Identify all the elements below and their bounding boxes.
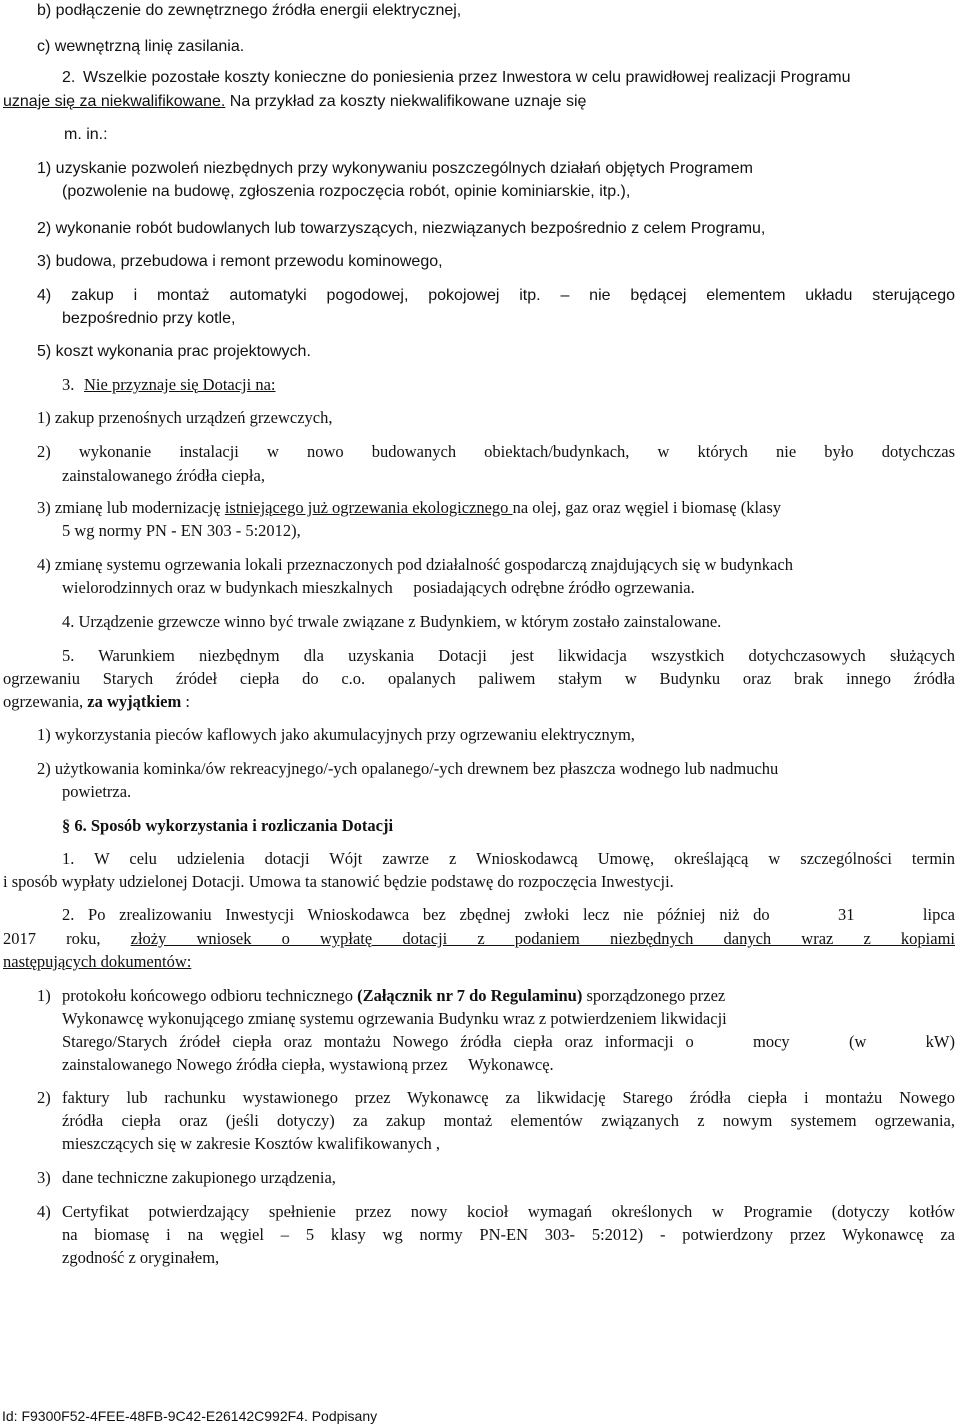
doc-item-1-line-1 xyxy=(62,985,725,1007)
underlined-text: uznaje się za niekwalifikowane. xyxy=(3,93,226,110)
section-6-paragraph-2-line-1: 2. Po zrealizowaniu Inwestycji Wnioskodawca bez zbędnej zwłoki lecz nie później niż do 31 lipca xyxy=(62,905,955,924)
list-item-b: b) podłączenie do zewnętrznego źródła energii elektrycznej, xyxy=(37,2,462,19)
excluded-cost-item-4: 4) zakup i montaż automatyki pogodowej, pokojowej itp. – nie będącej elementem układu sterującego xyxy=(37,287,955,304)
signature-footer: Id: F9300F52-4FEE-48FB-9C42-E26142C992F4. Podpisany xyxy=(2,1408,378,1424)
section-6-paragraph-2-line-3: następujących dokumentów: xyxy=(3,952,192,971)
excluded-cost-item-1-cont: (pozwolenie na budowę, zgłoszenia rozpoczęcia robót, opinie kominiarskie, itp.), xyxy=(62,183,631,200)
excluded-cost-item-5: 5) koszt wykonania prac projektowych. xyxy=(37,343,311,360)
s2-year: 2017 roku, xyxy=(3,929,131,948)
doc-item-2-line-2: źródła ciepła oraz (jeśli dotyczy) za zakup montaż elementów związanych z nowym systemem ogrzewania, xyxy=(62,1111,955,1130)
excluded-cost-item-3: 3) budowa, przebudowa i remont przewodu kominowego, xyxy=(37,253,443,270)
section-heading-text: § 6. Sposób wykorzystania i rozliczania Dotacji xyxy=(62,816,394,835)
section-6-paragraph-2-line-2 xyxy=(3,928,955,950)
item-3-underlined: istniejącego już ogrzewania ekologicznego xyxy=(224,498,513,517)
mi-label: m. in.: xyxy=(64,126,108,143)
excluded-cost-item-4-cont: bezpośrednio przy kotle, xyxy=(62,310,236,327)
paragraph-2-line-2 xyxy=(3,91,586,113)
doc-item-1-line-2: Wykonawcę wykonującego zmianę systemu ogrzewania Budynku wraz z potwierdzeniem likwidacji xyxy=(62,1009,727,1028)
no-subsidy-item-3-cont: 5 wg normy PN - EN 303 - 5:2012), xyxy=(62,521,301,540)
paragraph-2-line-1: Wszelkie pozostałe koszty konieczne do poniesienia przez Inwestora w celu prawidłowej realizacji Programu xyxy=(83,69,851,86)
doc-item-3-number: 3) xyxy=(37,1168,51,1187)
item-3-part-1: 3) zmianę lub modernizację xyxy=(37,498,225,517)
doc-item-3-line-1: dane techniczne zakupionego urządzenia, xyxy=(62,1168,336,1187)
list-item-c: c) wewnętrzną linię zasilania. xyxy=(37,38,245,55)
excluded-cost-item-2: 2) wykonanie robót budowlanych lub towarzyszących, niezwiązanych bezpośrednio z celem Programu, xyxy=(37,220,766,237)
doc-item-4-line-1: Certyfikat potwierdzający spełnienie przez nowy kocioł wymagań określonych w Programie (dotyczy kotłów xyxy=(62,1202,955,1221)
doc-item-2-line-3: mieszczących się w zakresie Kosztów kwalifikowanych , xyxy=(62,1134,440,1153)
paragraph-3-heading: Nie przyznaje się Dotacji na: xyxy=(84,375,276,394)
doc-item-1-number: 1) xyxy=(37,986,51,1005)
no-subsidy-item-2-cont: zainstalowanego źródła ciepła, xyxy=(62,466,265,485)
paragraph-5-line-3 xyxy=(3,691,190,713)
p5-bold: za wyjątkiem xyxy=(87,692,182,711)
p5-colon: : xyxy=(181,692,190,711)
paragraph-number-3: 3. xyxy=(62,375,75,394)
excluded-cost-item-1: 1) uzyskanie pozwoleń niezbędnych przy wykonywaniu poszczególnych działań objętych Programem xyxy=(37,160,753,177)
no-subsidy-item-4: 4) zmianę systemu ogrzewania lokali przeznaczonych pod działalność gospodarczą znajdujących się w budynkach xyxy=(37,555,793,574)
d1-rest: sporządzonego przez xyxy=(582,986,726,1005)
paragraph-5-line-2: ogrzewaniu Starych źródeł ciepła do c.o. opalanych paliwem stałym w Budynku oraz brak innego źródła xyxy=(3,669,955,688)
exception-item-2-cont: powietrza. xyxy=(62,782,132,801)
d1-text: protokołu końcowego odbioru technicznego xyxy=(62,986,358,1005)
doc-item-4-line-3: zgodność z oryginałem, xyxy=(62,1248,220,1267)
paragraph-number-2: 2. xyxy=(62,69,76,86)
no-subsidy-item-2: 2) wykonanie instalacji w nowo budowanych obiektach/budynkach, w których nie było dotychczas xyxy=(37,442,955,461)
paragraph-2-line-2-rest: Na przykład za koszty niekwalifikowane uznaje się xyxy=(225,93,587,110)
doc-item-2-line-1: faktury lub rachunku wystawionego przez Wykonawcę za likwidację Starego źródła ciepła i montażu Nowego xyxy=(62,1088,955,1107)
paragraph-4: 4. Urządzenie grzewcze winno być trwale związane z Budynkiem, w którym zostało zainstalowane. xyxy=(62,612,722,631)
s2-underlined: złoży wniosek o wypłatę dotacji z podaniem niezbędnych danych wraz z kopiami xyxy=(130,929,955,948)
doc-item-2-number: 2) xyxy=(37,1088,51,1107)
item-3-part-3: na olej, gaz oraz węgiel i biomasę (klasy xyxy=(512,498,782,517)
doc-item-1-line-4: zainstalowanego Nowego źródła ciepła, wystawioną przez Wykonawcę. xyxy=(62,1055,554,1074)
section-6-heading xyxy=(62,815,393,837)
no-subsidy-item-3 xyxy=(37,497,781,519)
section-6-paragraph-1-line-2: i sposób wypłaty udzielonej Dotacji. Umowa ta stanowić będzie podstawę do rozpoczęcia Inwestycji. xyxy=(3,872,674,891)
doc-item-4-line-2: na biomasę i na węgiel – 5 klasy wg normy PN-EN 303- 5:2012) - potwierdzony przez Wykonawcę za xyxy=(62,1225,955,1244)
section-6-paragraph-1-line-1: 1. W celu udzielenia dotacji Wójt zawrze z Wnioskodawcą Umowę, określającą w szczególności termin xyxy=(62,849,955,868)
paragraph-5-line-1: 5. Warunkiem niezbędnym dla uzyskania Dotacji jest likwidacja wszystkich dotychczasowych służących xyxy=(62,646,955,665)
doc-item-1-line-3: Starego/Starych źródeł ciepła oraz montażu Nowego źródła ciepła oraz informacji o mocy (w kW) xyxy=(62,1032,955,1051)
d1-bold: (Załącznik nr 7 do Regulaminu) xyxy=(357,986,583,1005)
p5-text: ogrzewania, xyxy=(3,692,88,711)
doc-item-4-number: 4) xyxy=(37,1202,51,1221)
exception-item-2: 2) użytkowania kominka/ów rekreacyjnego/-ych opalanego/-ych drewnem bez płaszcza wodnego lub nadmuchu xyxy=(37,759,779,778)
no-subsidy-item-4-cont: wielorodzinnych oraz w budynkach mieszkalnych posiadających odrębne źródło ogrzewania. xyxy=(62,578,695,597)
exception-item-1: 1) wykorzystania pieców kaflowych jako akumulacyjnych przy ogrzewaniu elektrycznym, xyxy=(37,725,635,744)
no-subsidy-item-1: 1) zakup przenośnych urządzeń grzewczych, xyxy=(37,408,333,427)
